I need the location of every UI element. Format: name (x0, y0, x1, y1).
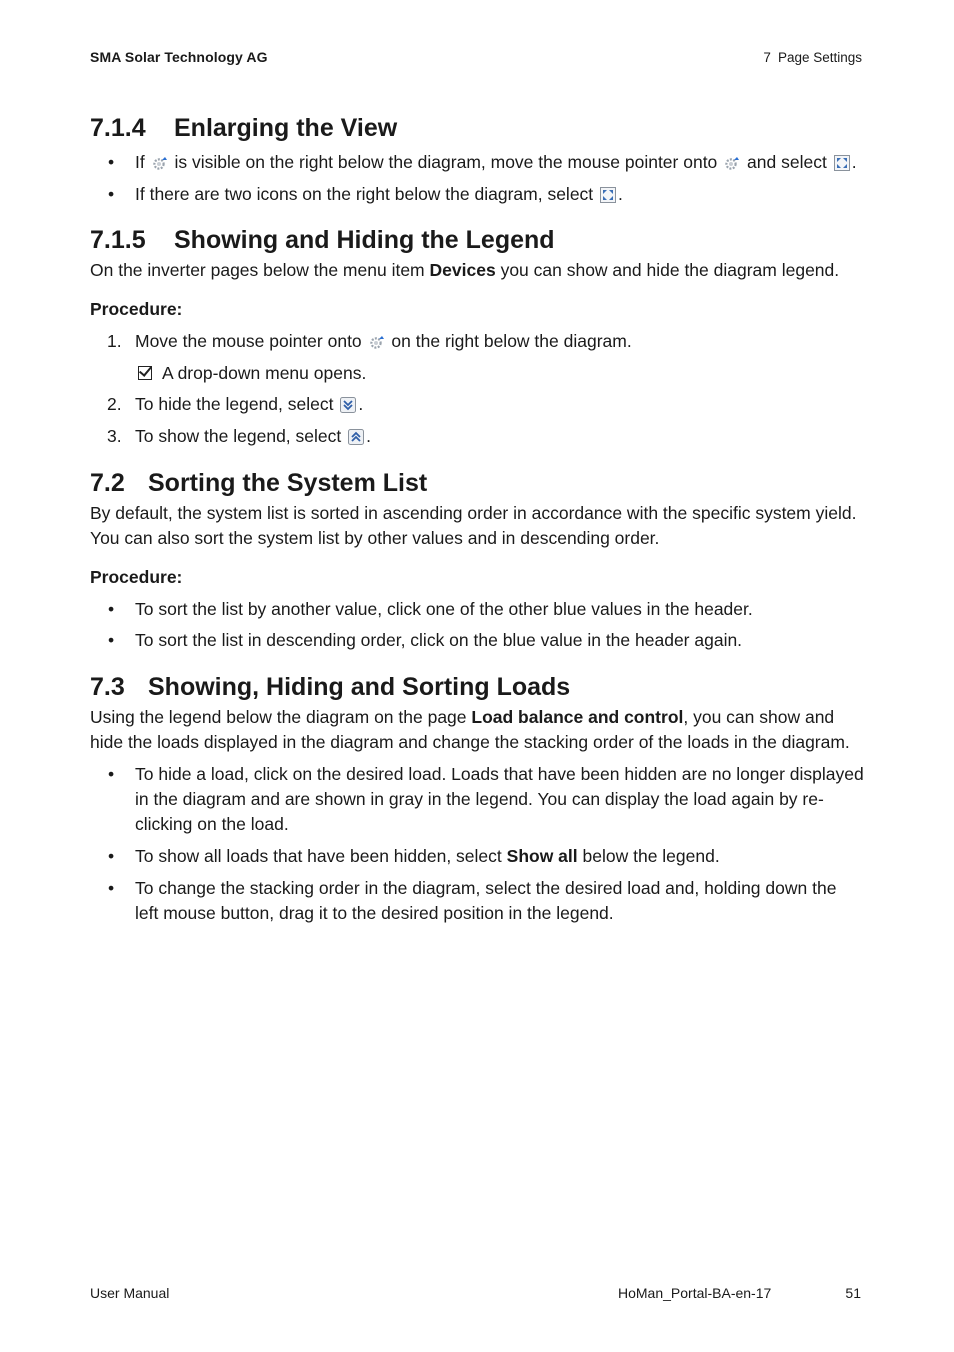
header-chapter-number: 7 (763, 50, 771, 65)
page-name-load-balance: Load balance and control (471, 707, 684, 727)
section-number: 7.1.4 (90, 114, 146, 142)
list-item: • To sort the list in descending order, click on the blue value in the header again. (90, 628, 864, 653)
step-item: 3. To show the legend, select . (107, 426, 371, 446)
procedure-label: Procedure: (90, 299, 183, 319)
section-heading-7-2 (90, 465, 864, 501)
list-item: • To show all loads that have been hidden, select Show all below the legend. (90, 844, 864, 869)
loads-intro: Using the legend below the diagram on the page Load balance and control, you can show and hide the loads displayed in the diagram and change the stacking order of the loads in the diagram. (90, 707, 850, 752)
page-content (90, 110, 864, 926)
legend-steps (90, 329, 864, 354)
section-title: Showing and Hiding the Legend (174, 226, 555, 254)
enlarge-view-list (90, 150, 864, 207)
section-number: 7.1.5 (90, 226, 146, 254)
settings-gear-icon (152, 155, 168, 171)
footer-doc-type: User Manual (90, 1285, 170, 1301)
settings-gear-icon (369, 334, 385, 350)
legend-intro: On the inverter pages below the menu item Devices you can show and hide the diagram legend. (90, 260, 840, 280)
footer-doc-id: HoMan_Portal-BA-en-17 (618, 1285, 772, 1301)
menu-item-devices: Devices (429, 260, 496, 280)
fullscreen-icon (600, 187, 616, 203)
list-item: • To change the stacking order in the diagram, select the desired load and, holding down the left mouse button, drag it to the desired position in the legend. (90, 876, 864, 926)
list-item: • If there are two icons on the right below the diagram, select . (90, 182, 864, 207)
loads-bullets (90, 762, 864, 926)
collapse-down-icon (340, 397, 356, 413)
section-heading-7-1-5 (90, 222, 864, 258)
list-item: • If is visible on the right below the diagram, move the mouse pointer onto and select . (90, 150, 864, 175)
section-title: Sorting the System List (148, 469, 428, 497)
list-item: • To hide a load, click on the desired load. Loads that have been hidden are no longer displayed in the diagram and are shown in gray in the legend. You can display the load again by re-clicking on the load. (90, 762, 864, 837)
expand-up-icon (348, 429, 364, 445)
settings-gear-icon (724, 155, 740, 171)
section-heading-7-3 (90, 669, 864, 705)
section-title: Showing, Hiding and Sorting Loads (148, 673, 571, 701)
list-item: • To sort the list by another value, click one of the other blue values in the header. (90, 597, 864, 622)
footer-page-number: 51 (845, 1285, 861, 1301)
header-chapter (763, 50, 862, 65)
checkmark-icon (138, 366, 152, 380)
legend-steps-cont (90, 392, 864, 449)
section-title: Enlarging the View (174, 114, 398, 142)
step-item: 2. To hide the legend, select . (107, 394, 364, 414)
system-list-bullets (90, 597, 864, 653)
procedure-label: Procedure: (90, 567, 183, 587)
section-number: 7.2 (90, 469, 125, 497)
system-list-intro: By default, the system list is sorted in ascending order in accordance with the specific system yield. You can also sort the system list by other values and in descending order. (90, 503, 857, 548)
fullscreen-icon (834, 155, 850, 171)
step-item: 1. Move the mouse pointer onto on the right below the diagram. (107, 331, 632, 351)
header-chapter-title: Page Settings (777, 50, 862, 65)
header-company: SMA Solar Technology AG (90, 49, 268, 65)
section-number: 7.3 (90, 673, 125, 701)
show-all-label: Show all (506, 846, 578, 866)
section-heading-7-1-4 (90, 110, 864, 146)
step-result: A drop-down menu opens. (90, 361, 864, 386)
